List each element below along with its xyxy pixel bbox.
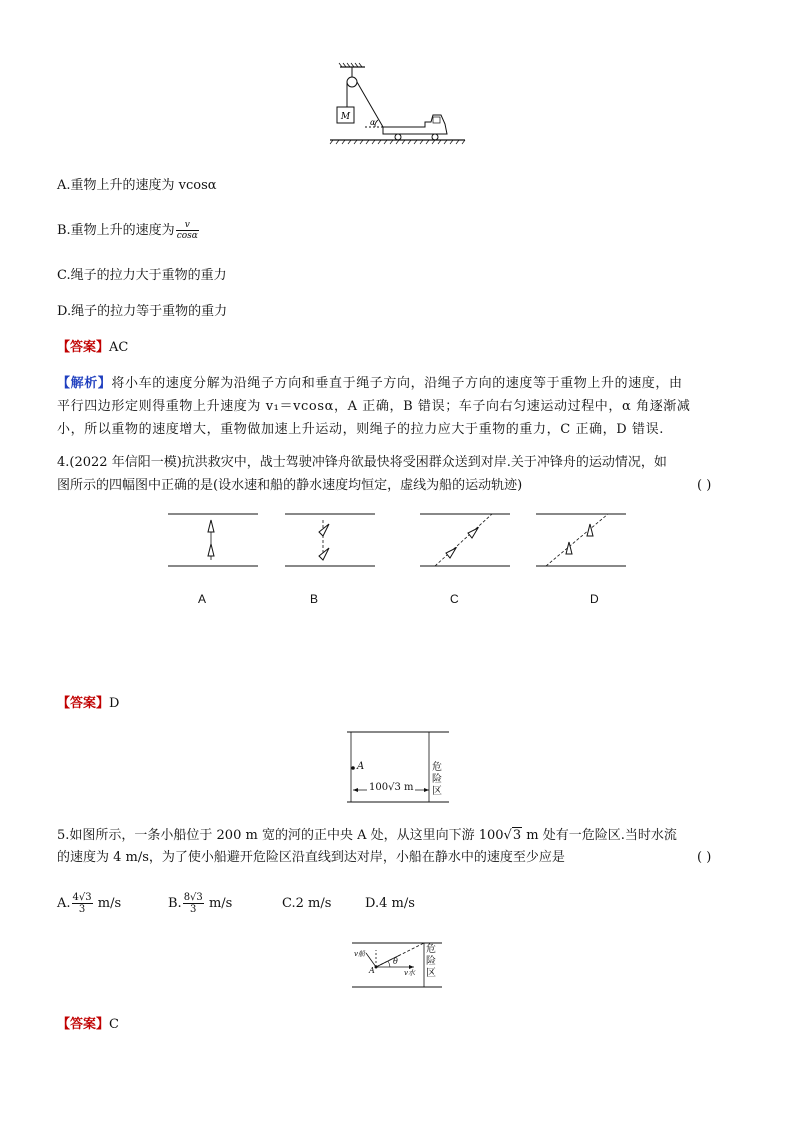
q4-label-a: A — [198, 592, 207, 606]
q3-option-b-text: B.重物上升的速度为 — [57, 223, 175, 238]
q5-stem-sqrt: 3 — [512, 828, 522, 843]
q5-option-a-numerator: 4√3 — [72, 892, 92, 903]
q4-answer — [57, 694, 119, 714]
answer-tag: 【答案】 — [57, 340, 110, 355]
q4-panel-d — [536, 510, 626, 570]
q3-option-b-fraction — [176, 220, 199, 241]
q3-option-d: D.绳子的拉力等于重物的重力 — [57, 304, 228, 319]
danger-char-1: 危 — [432, 762, 442, 773]
danger-char-2: 险 — [426, 956, 436, 967]
q4-panel-b — [285, 510, 375, 570]
q5-option-b-denominator: 3 — [190, 904, 197, 915]
q3-option-c: C.绳子的拉力大于重物的重力 — [57, 268, 227, 283]
q5-answer — [57, 1015, 119, 1035]
q3-explanation — [57, 372, 747, 441]
q5-answer-blank: ( ) — [697, 850, 712, 865]
q3-option-b — [57, 220, 200, 241]
q3-option-b-denominator: cosα — [176, 231, 198, 241]
q5-option-b — [168, 892, 232, 915]
q4-stem-line-1: 4.(2022 年信阳一模)抗洪救灾中，战士驾驶冲锋舟欲最快将受困群众送到对岸.关于冲锋舟的运动情况，如 — [57, 455, 667, 470]
q5-answer-value: C — [109, 1017, 119, 1032]
q5-option-a-denominator: 3 — [78, 904, 86, 915]
q5-stem-part-2: m 处有一危险区.当时水流 — [522, 828, 677, 843]
danger-char-1: 危 — [426, 944, 436, 955]
theta-label: θ — [393, 957, 398, 966]
velocity-point-label: A — [369, 966, 375, 975]
q4-label-c: C — [450, 592, 459, 606]
answer-tag: 【答案】 — [57, 1017, 110, 1032]
q5-option-a-prefix: A. — [57, 896, 71, 911]
v-water-label: v水 — [404, 969, 415, 977]
explain-tag: 【解析】 — [57, 376, 112, 391]
q5-stem-line-2: 的速度为 4 m/s，为了使小船避开危险区沿直线到达对岸，小船在静水中的速度至少应是 — [57, 850, 565, 865]
river-point-label: A — [357, 761, 365, 772]
q4-label-d: D — [590, 592, 599, 606]
answer-tag: 【答案】 — [57, 696, 110, 711]
q3-answer-value: AC — [109, 340, 129, 355]
q5-option-a-unit: m/s — [97, 896, 122, 911]
q5-option-b-prefix: B. — [168, 896, 182, 911]
q4-answer-blank: ( ) — [697, 478, 712, 493]
q3-option-a: A.重物上升的速度为 vcosα — [57, 178, 217, 193]
mass-label: M — [340, 112, 351, 122]
q5-stem-line-1: 5.如图所示，一条小船位于 200 m 宽的河的正中央 A 处，从这里向下游 100√3 m 处有一危险区.当时水流 — [57, 828, 677, 843]
explain-line-3: 小，所以重物的速度增大，重物做加速上升运动，则绳子的拉力应大于重物的重力，C 正确，D 错误. — [57, 422, 664, 437]
danger-char-2: 险 — [432, 774, 442, 785]
q5-option-b-fraction — [183, 892, 204, 915]
explain-line-2: 平行四边形定则得重物上升速度为 v₁＝vcosα，A 正确，B 错误；车子向右匀速运动过程中，α 角逐渐减 — [57, 399, 691, 414]
q5-option-a — [57, 892, 121, 915]
v-ship-label: v船 — [354, 950, 365, 958]
river-distance-label: 100√3 m — [369, 782, 414, 793]
q5-option-d: D.4 m/s — [365, 896, 415, 911]
q5-option-a-fraction — [72, 892, 93, 915]
q3-answer — [57, 338, 128, 358]
river-danger-label — [432, 762, 444, 798]
q4-answer-value: D — [109, 696, 120, 711]
q5-stem-part-1: 5.如图所示，一条小船位于 200 m 宽的河的正中央 A 处，从这里向下游 100 — [57, 828, 504, 843]
angle-label: α — [370, 118, 376, 127]
danger-char-3: 区 — [432, 786, 442, 797]
q4-stem-line-2: 图所示的四幅图中正确的是(设水速和船的静水速度均恒定，虚线为船的运动轨迹) — [57, 478, 523, 493]
pulley-truck-figure — [325, 62, 470, 157]
danger-char-3: 区 — [426, 968, 436, 979]
explain-line-1: 将小车的速度分解为沿绳子方向和垂直于绳子方向，沿绳子方向的速度等于重物上升的速度，由 — [111, 376, 683, 391]
q3-option-b-numerator: v — [176, 220, 199, 231]
q5-option-b-unit: m/s — [208, 896, 233, 911]
q4-panel-a — [168, 510, 258, 570]
q5-option-c: C.2 m/s — [282, 896, 332, 911]
velocity-danger-label — [426, 944, 438, 980]
q4-panel-c — [420, 510, 510, 570]
q4-label-b: B — [310, 592, 319, 606]
q5-option-b-numerator: 8√3 — [183, 892, 203, 903]
